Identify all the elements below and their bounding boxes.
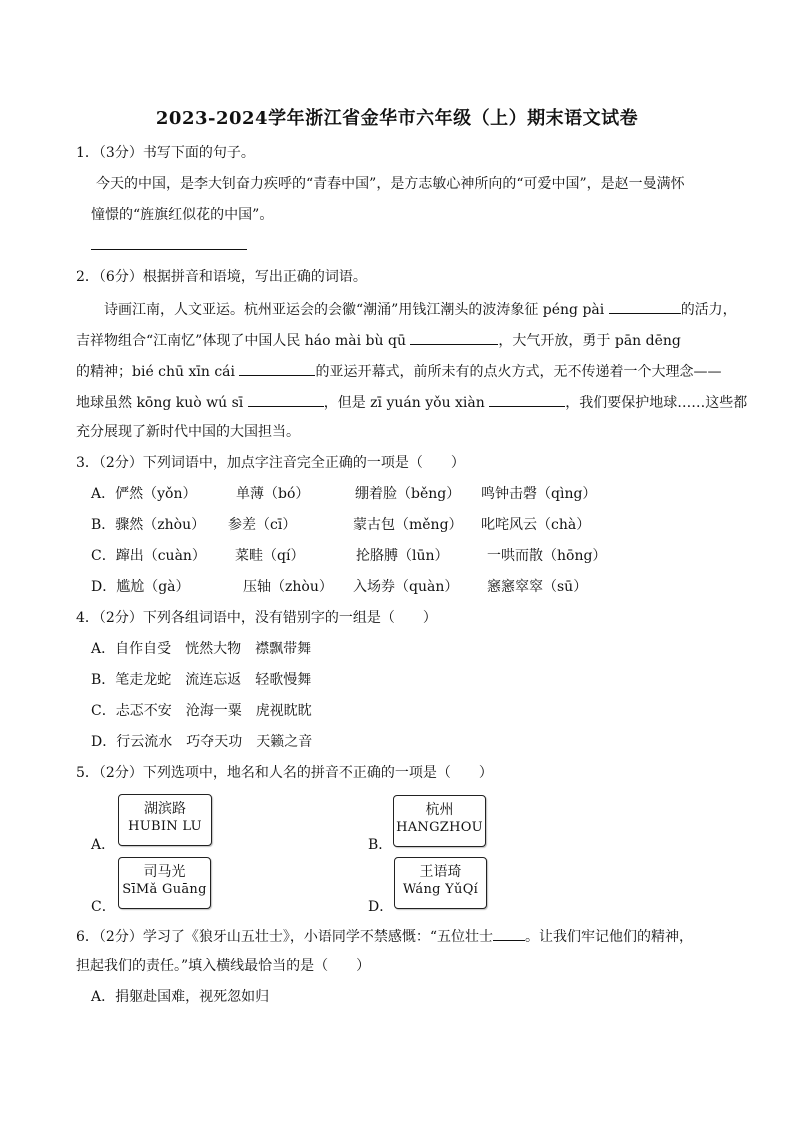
q5-option-c-label[interactable]: C．: [91, 899, 116, 915]
q3-heading: 3．（2分）下列词语中，加点字注音完全正确的一项是（ ）: [76, 455, 465, 471]
person-name-chinese: 司马光: [143, 864, 186, 880]
q5-option-d-label[interactable]: D．: [368, 899, 394, 915]
place-name-pinyin: HUBIN LU: [128, 819, 202, 834]
q3-option-a-1[interactable]: A．俨然（yǒn）: [91, 486, 197, 502]
q2-heading: 2．（6分）根据拼音和语境，写出正确的词语。: [76, 269, 367, 285]
q1-text-line-1: 今天的中国，是李大钊奋力疾呼的“青春中国”，是方志敏心神所向的“可爱中国”，是赵一曼满怀: [96, 176, 685, 192]
q4-option-b[interactable]: B．笔走龙蛇 流连忘返 轻歌慢舞: [91, 672, 312, 688]
q3-option-c-2: 菜畦（qí）: [235, 548, 305, 564]
q2-line-3: 的精神；bié chū xīn cái 的亚运开幕式，前所未有的点火方式，无不传递着一个大理念——: [76, 360, 721, 382]
q3-option-b-1[interactable]: B．骤然（zhòu）: [91, 517, 206, 533]
place-name-pinyin: HANGZHOU: [396, 820, 483, 835]
q3-option-a-2: 单薄（bó）: [236, 486, 310, 502]
q1-text-line-2: 憧憬的“旌旗红似花的中国”。: [91, 207, 274, 223]
q3-option-d-1[interactable]: D．尴尬（gà）: [91, 579, 190, 595]
place-name-chinese: 湖滨路: [144, 801, 186, 817]
q3-option-a-3: 绷着脸（běng）: [355, 486, 461, 502]
q2-line-4: 地球虽然 kōng kuò wú sī ，但是 zī yuán yǒu xiàn ，我们要保护地球……这些都: [76, 391, 747, 413]
person-name-pinyin: Wáng YǔQí: [402, 882, 479, 897]
q3-option-a-4: 鸣钟击磬（qìng）: [481, 486, 597, 502]
q2-line-5: 充分展现了新时代中国的大国担当。: [76, 424, 300, 440]
answer-blank[interactable]: [239, 360, 315, 376]
q5-option-c-card[interactable]: [118, 857, 211, 909]
q6-heading-line-2: 担起我们的责任。”填入横线最恰当的是（ ）: [76, 958, 371, 974]
person-name-chinese: 王语琦: [419, 864, 462, 880]
place-name-chinese: 杭州: [425, 802, 454, 818]
q2-line-2: 吉祥物组合“江南忆”体现了中国人民 háo mài bù qū ，大气开放，勇于 pān dēng: [76, 329, 681, 351]
q3-option-d-3: 入场券（quàn）: [353, 579, 459, 595]
answer-blank[interactable]: [489, 391, 565, 407]
person-name-pinyin: SīMǎ Guāng: [122, 882, 207, 897]
q5-option-b-label[interactable]: B．: [368, 837, 393, 853]
q5-option-b-card[interactable]: [393, 795, 486, 847]
q3-option-b-3: 蒙古包（měng）: [353, 517, 463, 533]
q4-option-c[interactable]: C．忐忑不安 沧海一粟 虎视眈眈: [91, 703, 312, 719]
q2-line-1: 诗画江南，人文亚运。杭州亚运会的会徽“潮涌”用钱江潮头的波涛象征 péng pài 的活力，: [104, 298, 737, 320]
q3-option-c-1[interactable]: C．蹿出（cuàn）: [91, 548, 206, 564]
q4-option-a[interactable]: A．自作自受 恍然大物 襟飘带舞: [91, 641, 312, 657]
answer-blank[interactable]: [493, 925, 525, 941]
answer-blank[interactable]: [248, 391, 324, 407]
q6-option-a[interactable]: A．捐躯赴国难，视死忽如归: [91, 989, 270, 1005]
q3-option-d-2: 压轴（zhòu）: [243, 579, 333, 595]
q3-option-c-4: 一哄而散（hōng）: [487, 548, 607, 564]
q3-option-b-2: 参差（cī）: [228, 517, 297, 533]
q3-option-d-4: 窸窸窣窣（sū）: [487, 579, 588, 595]
answer-blank[interactable]: [609, 298, 681, 314]
q4-option-d[interactable]: D．行云流水 巧夺天功 天籁之音: [91, 734, 313, 750]
q1-answer-blank[interactable]: [91, 236, 247, 256]
q3-option-c-3: 抡胳膊（lūn）: [356, 548, 449, 564]
q5-option-a-card[interactable]: [118, 794, 212, 846]
q5-heading: 5．（2分）下列选项中，地名和人名的拼音不正确的一项是（ ）: [76, 765, 493, 781]
q4-heading: 4．（2分）下列各组词语中，没有错别字的一组是（ ）: [76, 610, 437, 626]
page-title: 2023-2024学年浙江省金华市六年级（上）期末语文试卷: [155, 108, 639, 129]
q3-option-b-4: 叱咤风云（chà）: [481, 517, 591, 533]
q6-heading-line-1: 6．（2分）学习了《狼牙山五壮士》，小语同学不禁感慨：“五位壮士 。让我们牢记他们的精神，: [76, 925, 693, 947]
q5-option-d-card[interactable]: [394, 857, 487, 909]
q5-option-a-label[interactable]: A．: [91, 837, 116, 853]
answer-blank[interactable]: [410, 329, 498, 345]
q1-heading: 1．（3分）书写下面的句子。: [76, 145, 255, 161]
